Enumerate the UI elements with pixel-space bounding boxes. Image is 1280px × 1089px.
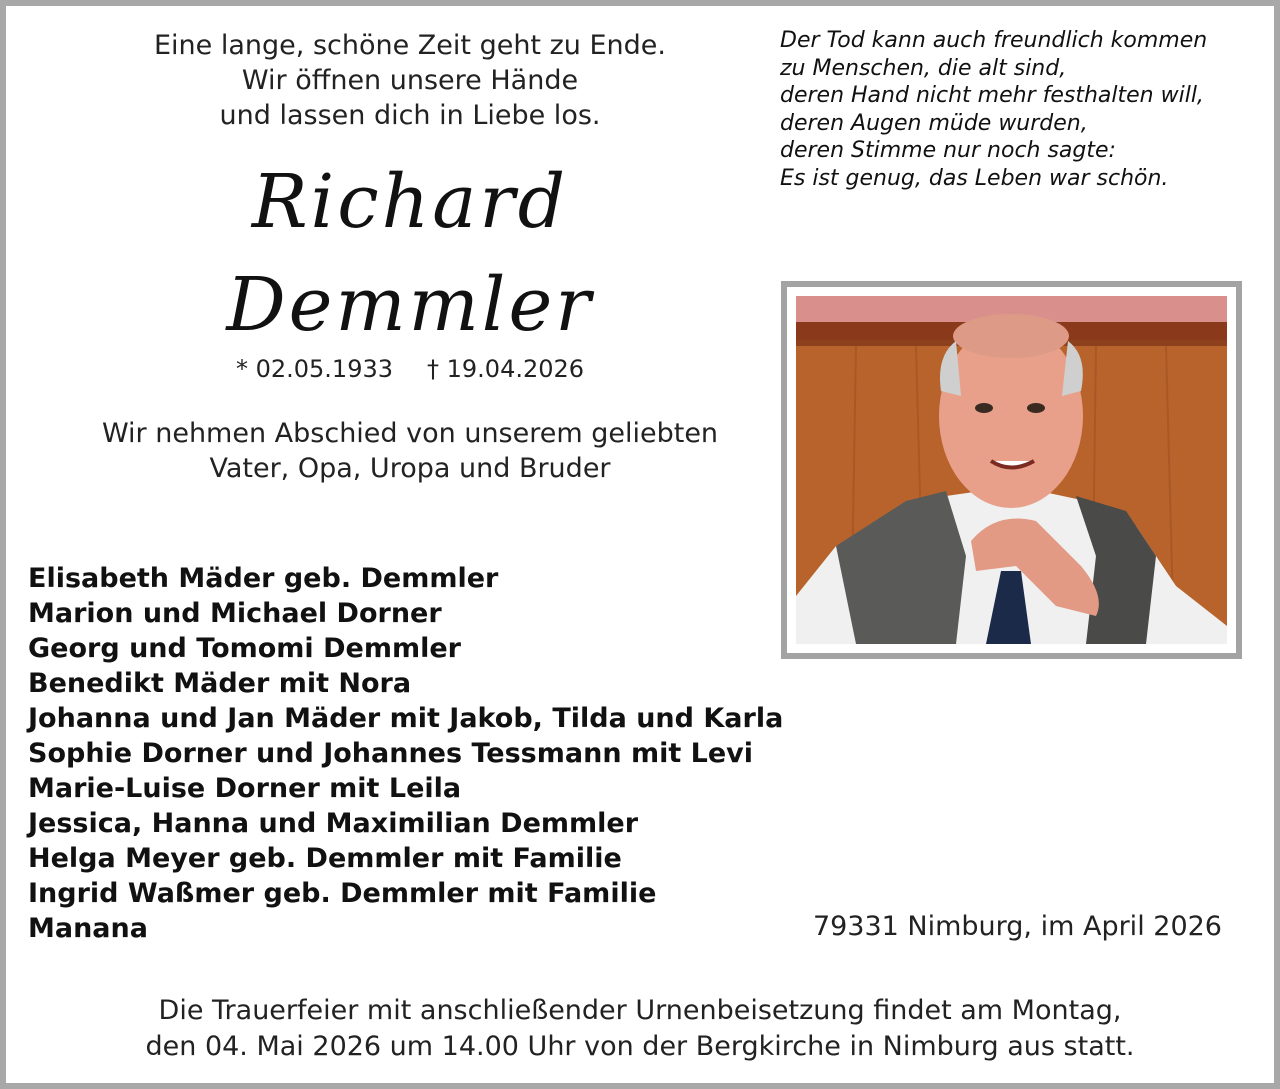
death-date: † 19.04.2026 bbox=[427, 355, 585, 383]
portrait-frame bbox=[781, 281, 1242, 659]
ceremony-notice bbox=[40, 993, 1240, 1065]
poem-line: deren Augen müde wurden, bbox=[780, 110, 1088, 136]
farewell-line: Wir nehmen Abschied von unserem geliebten bbox=[101, 418, 719, 449]
verse-line: Eine lange, schöne Zeit geht zu Ende. bbox=[154, 30, 666, 61]
farewell-line: Vater, Opa, Uropa und Bruder bbox=[209, 453, 611, 484]
mourner-entry: Jessica, Hanna und Maximilian Demmler bbox=[28, 808, 639, 839]
deceased-last-name: Demmler bbox=[226, 262, 594, 348]
verse-line: Wir öffnen unsere Hände bbox=[241, 65, 579, 96]
poem-line: Es ist genug, das Leben war schön. bbox=[780, 165, 1169, 191]
opening-verse bbox=[60, 28, 760, 133]
mourner-entry: Sophie Dorner und Johannes Tessmann mit Levi bbox=[28, 738, 754, 769]
mourner-entry: Georg und Tomomi Demmler bbox=[28, 633, 461, 664]
life-dates bbox=[60, 355, 760, 383]
poem-line: deren Stimme nur noch sagte: bbox=[780, 138, 1116, 163]
mourner-entry: Manana bbox=[28, 913, 148, 944]
deceased-first-name: Richard bbox=[251, 159, 569, 245]
mourner-entry: Benedikt Mäder mit Nora bbox=[28, 668, 412, 699]
poem-line: Der Tod kann auch freundlich kommen bbox=[780, 28, 1208, 53]
mourner-entry: Marie-Luise Dorner mit Leila bbox=[28, 773, 462, 804]
mourner-entry: Johanna und Jan Mäder mit Jakob, Tilda und Karla bbox=[28, 703, 784, 734]
ceremony-line: Die Trauerfeier mit anschließender Urnenbeisetzung findet am Montag, bbox=[158, 995, 1122, 1026]
mourner-entry: Elisabeth Mäder geb. Demmler bbox=[28, 563, 499, 594]
poem bbox=[780, 27, 1250, 192]
portrait-photo bbox=[796, 296, 1227, 644]
mourner-entry: Ingrid Waßmer geb. Demmler mit Familie bbox=[28, 878, 657, 909]
poem-line: deren Hand nicht mehr festhalten will, bbox=[780, 83, 1204, 108]
mourner-entry: Marion und Michael Dorner bbox=[28, 598, 442, 629]
farewell-text bbox=[40, 416, 780, 486]
mourners-list bbox=[28, 561, 788, 946]
poem-line: zu Menschen, die alt sind, bbox=[780, 55, 1067, 81]
verse-line: und lassen dich in Liebe los. bbox=[219, 100, 601, 131]
birth-date: * 02.05.1933 bbox=[235, 355, 393, 383]
place-and-date: 79331 Nimburg, im April 2026 bbox=[812, 911, 1222, 942]
ceremony-line: den 04. Mai 2026 um 14.00 Uhr von der Bergkirche in Nimburg aus statt. bbox=[145, 1031, 1135, 1062]
mourner-entry: Helga Meyer geb. Demmler mit Familie bbox=[28, 843, 622, 874]
